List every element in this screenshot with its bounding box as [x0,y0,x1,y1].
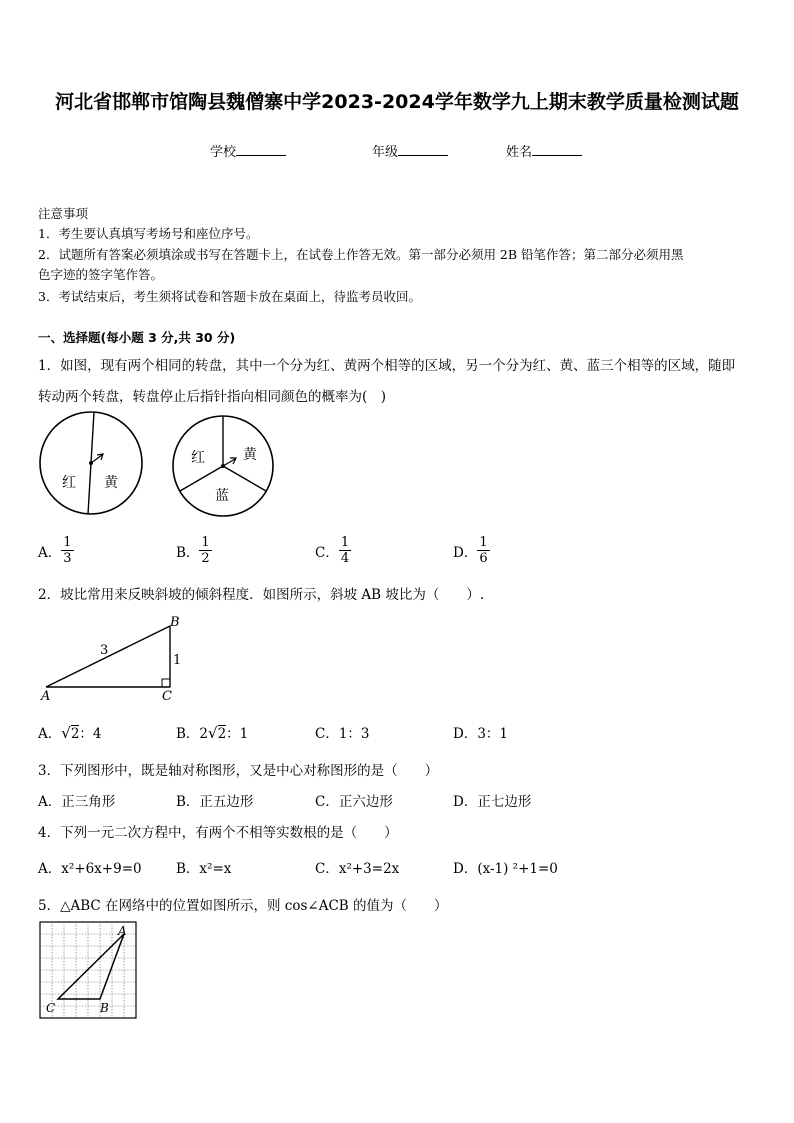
spinner-1-label-right: 黄 [104,475,118,491]
q1-option-b[interactable] [176,535,212,566]
q5-grid-figure [36,918,142,1022]
name-field[interactable] [506,141,582,160]
q3-option-a-text: 正三角形 [61,794,116,810]
q4-option-c-text: x²+3=2x [338,861,400,877]
q2-option-a[interactable] [38,722,102,742]
q1-option-c-numerator: 1 [340,535,350,550]
q2-text: 2．坡比常用来反映斜坡的倾斜程度．如图所示，斜坡 AB 坡比为（ ）. [38,587,485,603]
q3-option-c[interactable] [315,790,393,810]
q2-option-c-label: C． [315,726,339,742]
q1-spinners-figure [36,410,276,528]
notes-item-2-line1: 2．试题所有答案必须填涂或书写在答题卡上，在试卷上作答无效。第一部分必须用 2B 铅笔作答；第二部分必须用黑 [38,247,684,262]
q1-option-b-label: B． [176,544,200,561]
grade-field[interactable] [372,141,448,160]
page-title: 河北省邯郸市馆陶县魏僧寨中学2023-2024学年数学九上期末教学质量检测试题 [55,91,739,113]
q4-option-c-label: C． [315,861,339,877]
notes-item-2-line2: 色字迹的签字笔作答。 [38,267,164,282]
q3-option-a[interactable] [38,790,115,810]
spinner-2-label-topright: 黄 [243,447,257,463]
q2-label-a: A [41,689,51,704]
notes-item-1: 1．考生要认真填写考场号和座位序号。 [38,226,259,241]
q3-option-a-label: A． [38,794,62,810]
q1-option-a-label: A． [38,544,62,561]
school-field[interactable] [210,141,286,160]
q2-option-b-radicand: 2 [217,726,227,742]
q2-triangle-figure [36,612,186,704]
q2-right-angle-icon [162,679,170,687]
q4-text: 4．下列一元二次方程中，有两个不相等实数根的是（ ） [38,825,398,841]
q2-label-b: B [170,615,180,630]
q2-option-a-ratio: ：4 [79,726,102,742]
q3-option-b-label: B． [176,794,200,810]
q4-option-d[interactable] [453,857,558,877]
spinner-2-label-bottom: 蓝 [215,488,229,504]
q1-option-c-denominator: 4 [340,551,350,566]
q2-option-b[interactable] [176,722,248,742]
q4-option-d-text: (x-1) ²+1=0 [477,861,558,877]
q2-label-c: C [162,689,172,704]
q2-option-a-label: A． [38,726,62,742]
q1-option-a[interactable] [38,535,74,566]
q1-option-b-numerator: 1 [201,535,210,550]
q1-text-line1: 1．如图，现有两个相同的转盘，其中一个分为红、黄两个相等的区域，另一个分为红、黄、蓝三个相等的区域，随即 [38,358,736,374]
q1-option-d-label: D． [453,544,478,561]
q4-option-b-text: x²=x [199,861,232,877]
q1-option-c[interactable] [315,535,351,566]
q5-label-c: C [46,1001,56,1015]
q1-option-d-denominator: 6 [479,551,488,566]
q2-option-d-text: 3：1 [477,726,509,742]
sqrt-icon: √ [208,724,218,742]
q4-option-b[interactable] [176,857,231,877]
q5-label-b: B [100,1001,109,1015]
q2-option-a-radicand: 2 [70,726,80,742]
q3-option-c-label: C． [315,794,339,810]
q2-option-b-label: B． [176,726,200,742]
q4-option-a-text: x²+6x+9=0 [61,861,142,877]
q4-option-a-label: A． [38,861,62,877]
q1-text-line2: 转动两个转盘，转盘停止后指针指向相同颜色的概率为( ) [38,389,387,405]
q2-label-leg: 1 [173,653,182,668]
q1-option-c-label: C． [315,544,339,561]
q1-option-a-numerator: 1 [63,535,72,550]
school-label: 学校 [210,145,237,160]
q2-option-b-ratio: ：1 [226,726,249,742]
section-heading: 一、选择题(每小题 3 分,共 30 分) [38,330,236,345]
q3-option-d-text: 正七边形 [477,794,532,810]
q1-option-a-denominator: 3 [63,551,72,566]
q3-text: 3．下列图形中，既是轴对称图形，又是中心对称图形的是（ ） [38,763,439,779]
q3-option-d[interactable] [453,790,531,810]
q4-option-c[interactable] [315,857,399,877]
q4-option-d-label: D． [453,861,478,877]
q2-option-c[interactable] [315,722,370,742]
q2-option-d-label: D． [453,726,478,742]
q2-option-b-coefficient: 2 [199,726,209,742]
q5-text: 5．△ABC 在网络中的位置如图所示，则 cos∠ACB 的值为（ ） [38,898,448,914]
q4-option-b-label: B． [176,861,200,877]
q3-option-c-text: 正六边形 [338,794,393,810]
notes-item-3: 3．考试结束后，考生须将试卷和答题卡放在桌面上，待监考员收回。 [38,289,421,304]
q5-label-a: A [118,924,127,938]
q1-option-d[interactable] [453,535,490,566]
q1-option-b-denominator: 2 [201,551,210,566]
q3-option-d-label: D． [453,794,478,810]
q3-option-b[interactable] [176,790,253,810]
q3-option-b-text: 正五边形 [199,794,254,810]
spinner-1-pointer [91,455,102,463]
spinner-2-divider-right [223,466,266,491]
q2-option-d[interactable] [453,722,508,742]
sqrt-icon: √ [61,724,71,742]
name-label: 姓名 [506,145,533,160]
q4-option-a[interactable] [38,857,142,877]
spinner-1-label-left: 红 [62,475,76,491]
grade-label: 年级 [372,145,399,160]
notes-heading: 注意事项 [38,206,89,221]
spinner-2-label-topleft: 红 [191,450,205,466]
q2-label-hypotenuse: 3 [100,643,109,658]
q1-option-d-numerator: 1 [479,535,488,550]
q2-option-c-text: 1：3 [338,726,370,742]
q5-triangle [58,934,124,999]
